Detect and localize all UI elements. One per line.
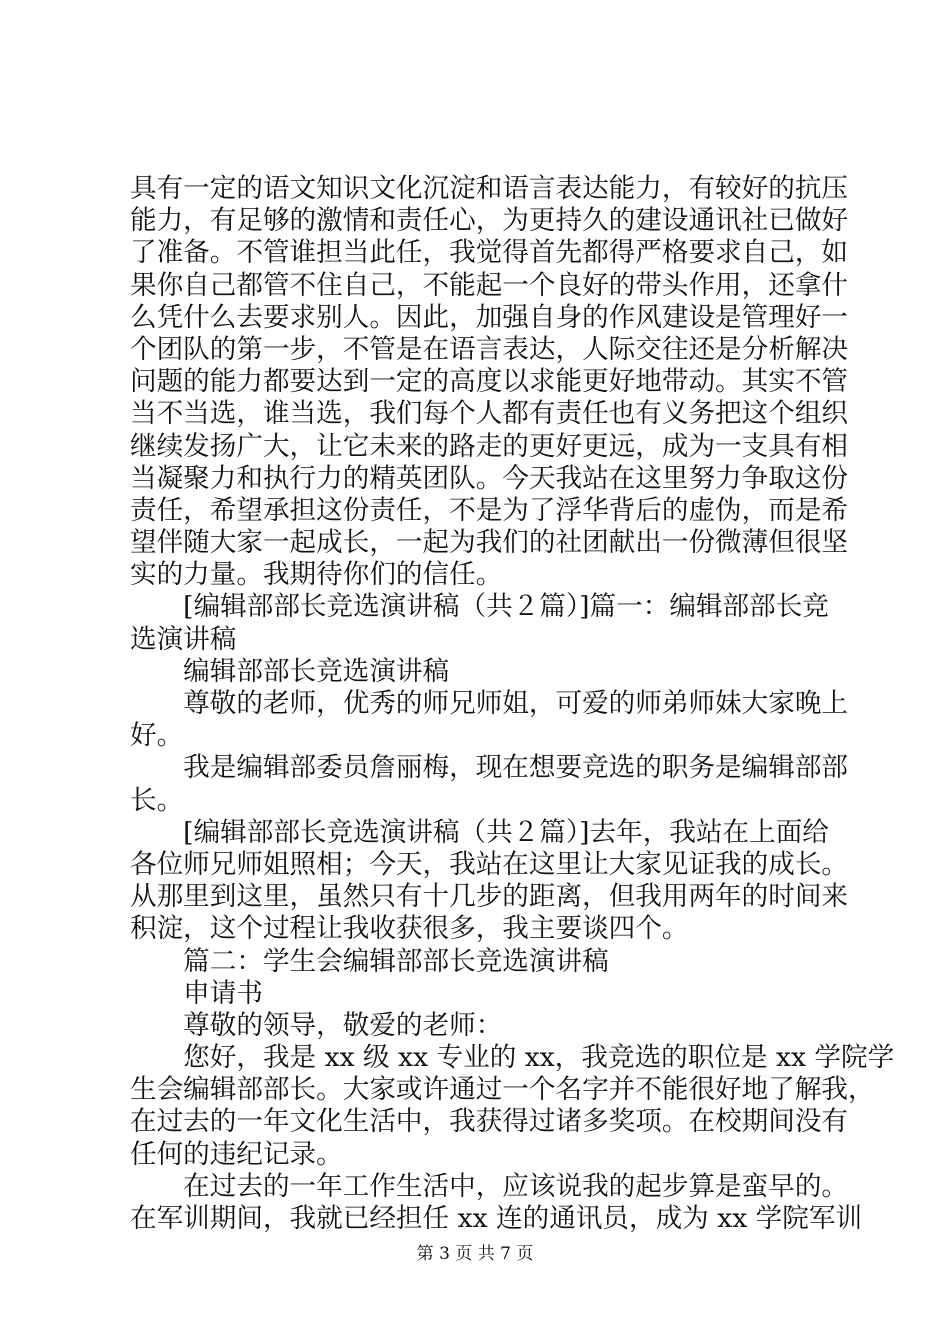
text-line: 实的力量。我期待你们的信任。 — [130, 559, 503, 591]
text-line: 任何的违纪记录。 — [130, 1138, 343, 1170]
text-line: 积淀，这个过程让我收获很多，我主要谈四个。 — [130, 913, 689, 945]
text-line: 各位师兄师姐照相；今天，我站在这里让大家见证我的成长。 — [130, 848, 849, 880]
text-line: 在过去的一年文化生活中，我获得过诸多奖项。在校期间没有 — [130, 1106, 849, 1138]
text-line: 尊敬的老师，优秀的师兄师姐，可爱的师弟师妹大家晚上 — [130, 688, 849, 719]
text-line: 个团队的第一步，不管是在语言表达，人际交往还是分析解决 — [130, 333, 849, 365]
text-line: 么凭什么去要求别人。因此，加强自身的作风建设是管理好一 — [130, 301, 849, 333]
text-line: 能力，有足够的激情和责任心，为更持久的建设通讯社已做好 — [130, 205, 849, 237]
text-line: 在过去的一年工作生活中，应该说我的起步算是蛮早的。 — [130, 1170, 849, 1202]
text-line: 当凝聚力和执行力的精英团队。今天我站在这里努力争取这份 — [130, 462, 849, 494]
text-line: 尊敬的领导，敬爱的老师： — [130, 1009, 503, 1041]
text-line: 从那里到这里，虽然只有十几步的距离，但我用两年的时间来 — [130, 881, 849, 913]
text-line: 我是编辑部委员詹丽梅，现在想要竞选的职务是编辑部部 — [130, 752, 849, 784]
text-line: 申请书 — [130, 977, 263, 1009]
text-line: 在军训期间，我就已经担任 xx 连的通讯员，成为 xx 学院军训 — [130, 1203, 863, 1234]
body-text — [130, 173, 895, 1235]
text-line: 篇二：学生会编辑部部长竞选演讲稿 — [130, 945, 609, 977]
text-line: [编辑部部长竞选演讲稿（共２篇）]去年，我站在上面给 — [130, 816, 829, 848]
text-line: 长。 — [130, 784, 184, 816]
page-footer — [0, 1244, 950, 1264]
text-line: 责任，希望承担这份责任，不是为了浮华背后的虚伪，而是希 — [130, 494, 849, 526]
text-line: 继续发扬广大，让它未来的路走的更好更远，成为一支具有相 — [130, 430, 849, 462]
text-line: 好。 — [130, 720, 184, 752]
text-line: 具有一定的语文知识文化沉淀和语言表达能力，有较好的抗压 — [130, 173, 849, 204]
text-line: 望伴随大家一起成长，一起为我们的社团献出一份微薄但很坚 — [130, 527, 849, 559]
text-line: [编辑部部长竞选演讲稿（共２篇）]篇一：编辑部部长竞 — [130, 591, 829, 623]
text-line: 当不当选，谁当选，我们每个人都有责任也有义务把这个组织 — [130, 398, 849, 430]
text-line: 问题的能力都要达到一定的高度以求能更好地带动。其实不管 — [130, 366, 849, 398]
text-line: 选演讲稿 — [130, 623, 237, 655]
text-line: 果你自己都管不住自己，不能起一个良好的带头作用，还拿什 — [130, 269, 849, 301]
text-line: 了准备。不管谁担当此任，我觉得首先都得严格要求自己，如 — [130, 237, 849, 269]
page-number-label: 第 3 页 共 7 页 — [416, 1244, 534, 1264]
text-line: 编辑部部长竞选演讲稿 — [130, 655, 450, 687]
text-line: 您好，我是 xx 级 xx 专业的 xx，我竞选的职位是 xx 学院学 — [130, 1042, 895, 1074]
text-line: 生会编辑部部长。大家或许通过一个名字并不能很好地了解我， — [130, 1074, 875, 1106]
